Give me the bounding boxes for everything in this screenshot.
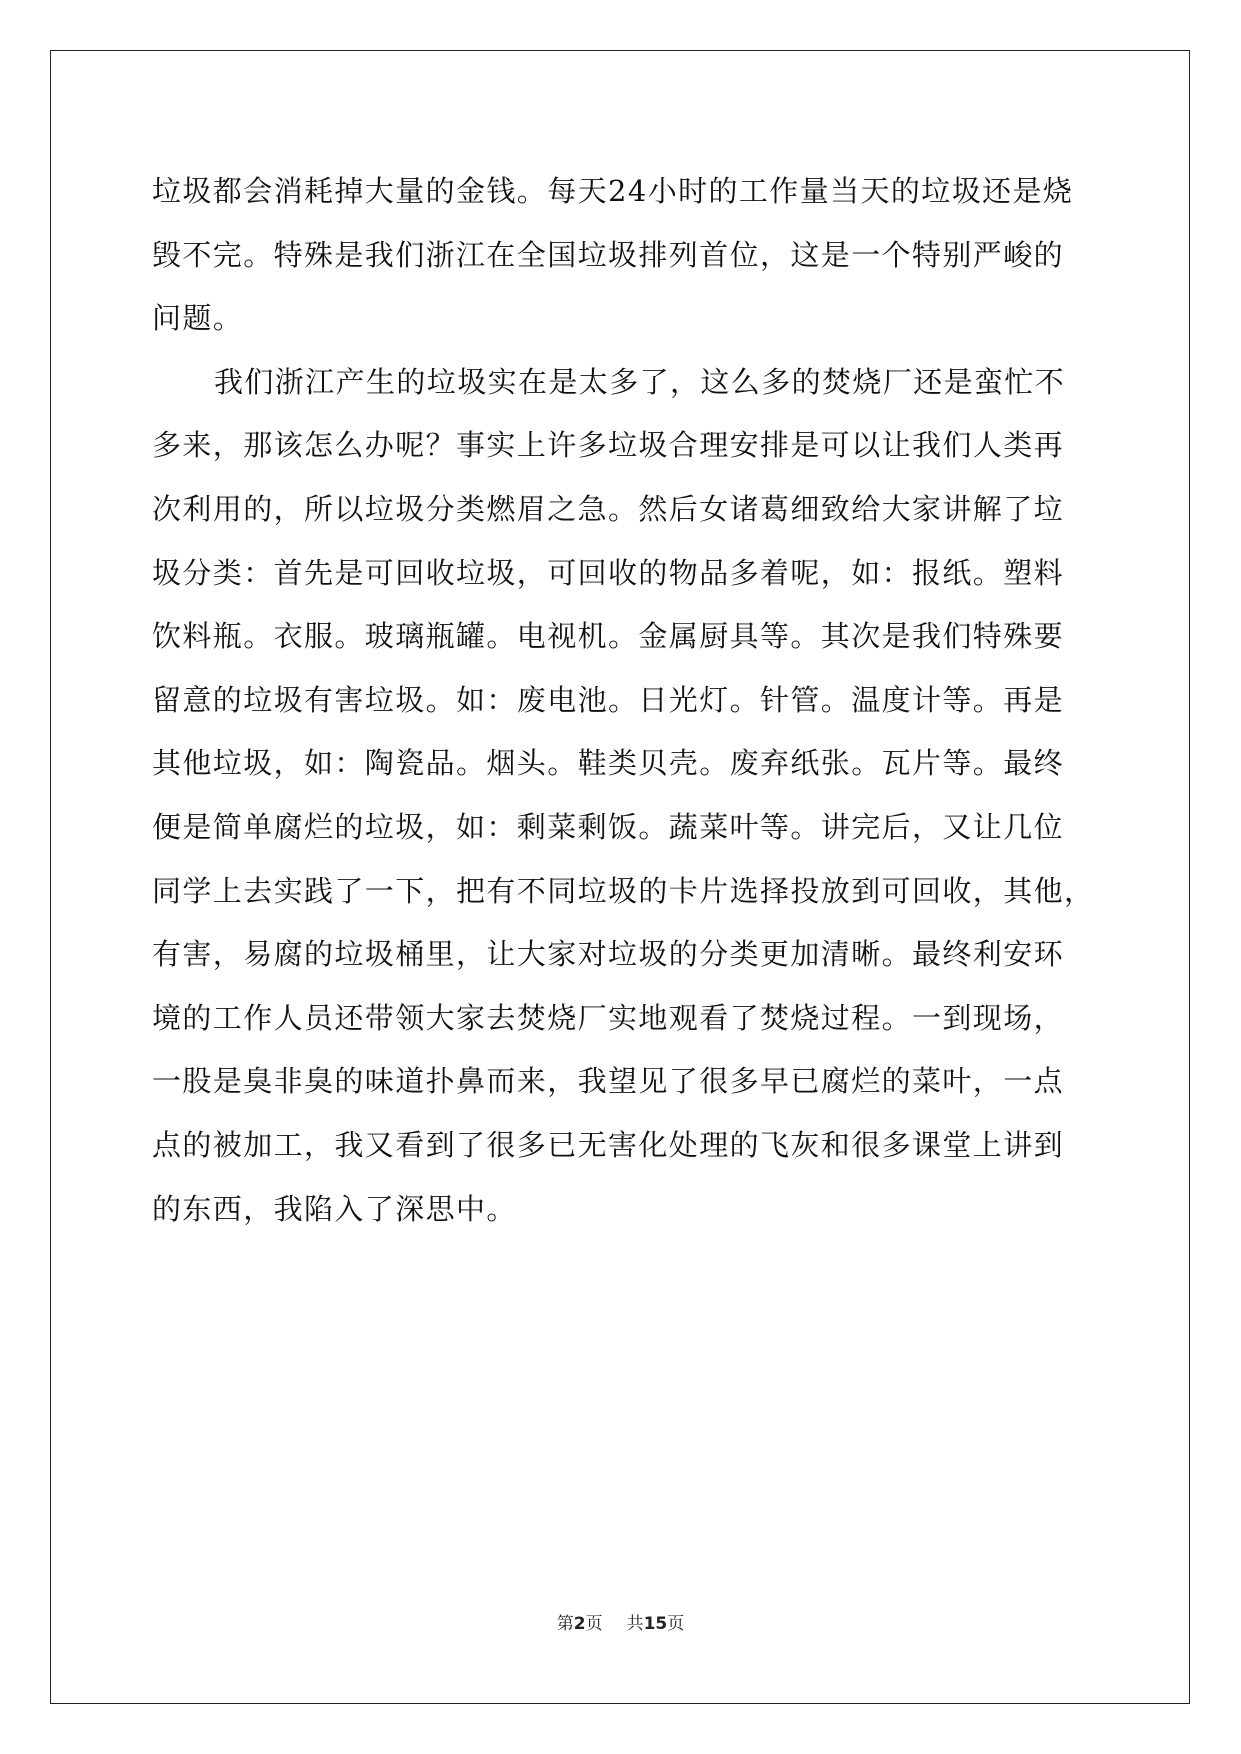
text-line: 饮料瓶。衣服。玻璃瓶罐。电视机。金属厨具等。其次是我们特殊要 bbox=[152, 619, 1065, 654]
paragraph-first-line: 我们浙江产生的垃圾实在是太多了，这么多的焚烧厂还是蛮忙不 bbox=[214, 364, 1066, 399]
page-suffix: 页 bbox=[585, 1614, 603, 1634]
text-line: 有害，易腐的垃圾桶里，让大家对垃圾的分类更加清晰。最终利安环 bbox=[152, 937, 1065, 972]
total-suffix: 页 bbox=[667, 1614, 685, 1634]
text-line: 垃圾都会消耗掉大量的金钱。每天24小时的工作量当天的垃圾还是烧 bbox=[152, 174, 1074, 208]
text-line: 的东西，我陷入了深思中。 bbox=[152, 1191, 517, 1226]
total-pages: 15 bbox=[643, 1614, 668, 1634]
body-text bbox=[152, 160, 1095, 1241]
text-line: 问题。 bbox=[152, 301, 244, 336]
text-line: 毁不完。特殊是我们浙江在全国垃圾排列首位，这是一个特别严峻的 bbox=[152, 237, 1065, 272]
text-line: 便是简单腐烂的垃圾，如：剩菜剩饭。蔬菜叶等。讲完后，又让几位 bbox=[152, 809, 1065, 844]
text-line: 留意的垃圾有害垃圾。如：废电池。日光灯。针管。温度计等。再是 bbox=[152, 682, 1065, 717]
text-line: 多来，那该怎么办呢？事实上许多垃圾合理安排是可以让我们人类再 bbox=[152, 428, 1065, 463]
text-line: 同学上去实践了一下，把有不同垃圾的卡片选择投放到可回收，其他， bbox=[152, 873, 1095, 908]
page-prefix: 第 bbox=[556, 1614, 574, 1634]
total-prefix: 共 bbox=[626, 1614, 644, 1634]
text-line: 境的工作人员还带领大家去焚烧厂实地观看了焚烧过程。一到现场， bbox=[152, 1000, 1065, 1035]
text-line: 一股是臭非臭的味道扑鼻而来，我望见了很多早已腐烂的菜叶，一点 bbox=[152, 1064, 1065, 1099]
text-line: 次利用的，所以垃圾分类燃眉之急。然后女诸葛细致给大家讲解了垃 bbox=[152, 491, 1065, 526]
text-line: 点的被加工，我又看到了很多已无害化处理的飞灰和很多课堂上讲到 bbox=[152, 1127, 1065, 1162]
text-line: 其他垃圾，如：陶瓷品。烟头。鞋类贝壳。废弃纸张。瓦片等。最终 bbox=[152, 746, 1065, 781]
page-footer bbox=[0, 1612, 1241, 1636]
page-number: 2 bbox=[573, 1614, 586, 1634]
text-line: 圾分类：首先是可回收垃圾，可回收的物品多着呢，如：报纸。塑料 bbox=[152, 555, 1065, 590]
